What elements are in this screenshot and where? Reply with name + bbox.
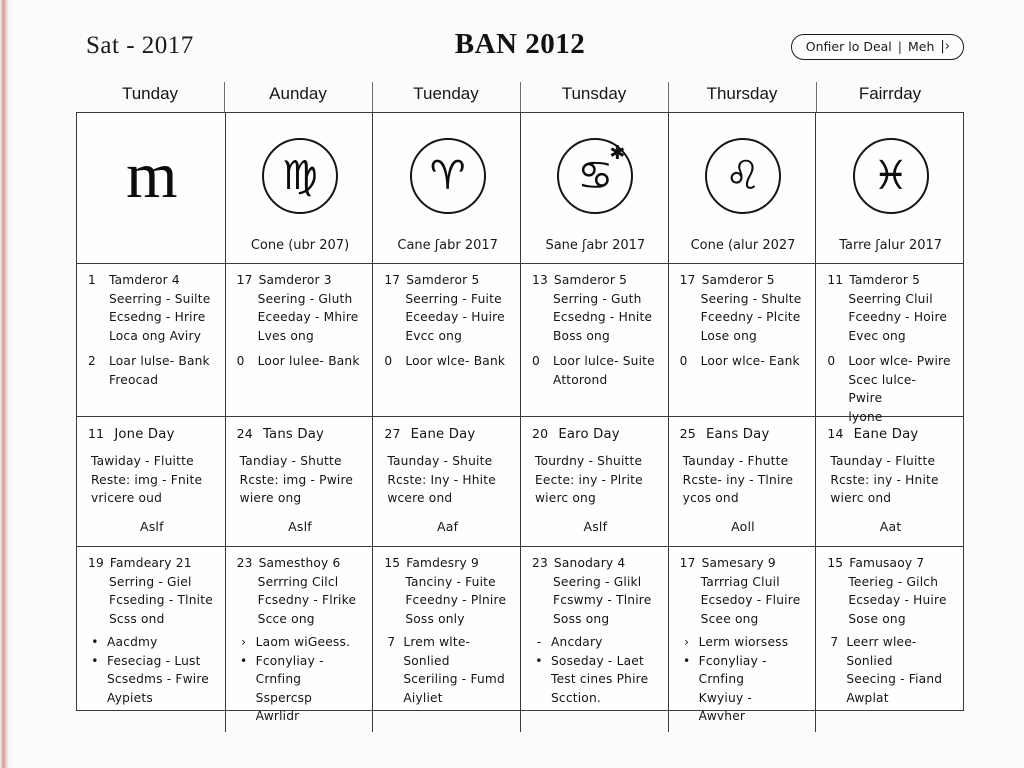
day-body (683, 452, 807, 508)
entry-title: Famdesry 9 (406, 556, 479, 570)
bullet-item (88, 633, 216, 652)
entry-line: Scss ond (109, 611, 165, 626)
entry-line: Ecsedoy - Fluire (700, 593, 801, 608)
entry-number: 11 (827, 273, 844, 287)
calendar-cell[interactable] (372, 417, 520, 546)
day-line: Taunday - Shuite (387, 454, 493, 469)
entry-line: Tanciny - Fuite (405, 574, 496, 589)
bullet-continuation: Awvher (698, 709, 746, 724)
cell-note-block (827, 424, 954, 536)
bullet-item (384, 633, 511, 707)
entry-line: Boss ong (553, 328, 610, 343)
entries-row (77, 263, 963, 424)
zodiac-circle-icon (705, 138, 781, 214)
note-entry (237, 352, 364, 371)
entry-title: Loor lulce- Suite (553, 354, 655, 369)
bullet-continuation: Sspercsp (255, 690, 313, 705)
entry-title: Famusaoy 7 (849, 556, 925, 570)
note-entry (827, 352, 954, 426)
day-title: Eane Day (410, 427, 476, 442)
entry-number: 0 (236, 354, 245, 369)
bullet-item (827, 633, 954, 707)
bullet-text: Ancdary (551, 635, 603, 650)
order-to-deal-button[interactable] (791, 34, 964, 60)
zodiac-glyph-box (557, 124, 633, 228)
entry-number: 23 (532, 556, 548, 570)
entry-title: Tamderor 5 (849, 273, 921, 287)
calendar-cell[interactable] (520, 547, 668, 732)
entry-number: 17 (236, 273, 253, 287)
day-header-5: Fairrday (816, 84, 964, 112)
zodiac-circle-icon (853, 138, 929, 214)
bullet-text: Aacdmy (107, 635, 158, 650)
entry-title: Samderor 5 (553, 273, 628, 287)
bullet-continuation: Seecing - Fiand (846, 672, 943, 687)
entry-number: 23 (236, 556, 253, 570)
cell-note-block (88, 424, 216, 536)
note-entry (532, 352, 659, 389)
bullet-marker-icon: • (682, 653, 691, 668)
calendar-cell[interactable] (77, 547, 225, 732)
entry-number: 17 (679, 273, 696, 287)
cell-note-block (384, 424, 511, 536)
day-body (387, 452, 511, 508)
entry-line: Fceedny - Plcite (700, 310, 801, 325)
bullet-text: Fconyliay - Crnfing (698, 653, 767, 687)
entry-line: Fceedny - Plnire (405, 593, 507, 608)
entry-line: Fcsedny - Flrike (257, 593, 357, 608)
symbol-caption: Tarre ʃalur 2017 (839, 238, 943, 253)
entry-number: 13 (532, 273, 548, 287)
entry-line: Serrring Cilcl (257, 574, 339, 589)
bullet-marker-icon: › (241, 635, 247, 650)
symbol-cell[interactable] (815, 113, 963, 263)
calendar-cell[interactable] (668, 417, 816, 546)
calendar-cell[interactable] (225, 547, 373, 732)
day-title: Jone Day (114, 427, 175, 442)
day-title: Earo Day (558, 427, 620, 442)
entry-line: Evcc ong (405, 328, 463, 343)
entry-number: 0 (384, 354, 393, 369)
day-number: 14 (827, 426, 844, 441)
day-number: 27 (384, 426, 401, 441)
entry-title: Loor wlce- Pwire (848, 354, 951, 369)
day-body (535, 452, 659, 508)
entry-line: Lves ong (257, 328, 314, 343)
day-footer: Aslf (139, 518, 164, 534)
day-header-2: Tuenday (372, 84, 520, 112)
bullet-continuation: Awrlidr (255, 709, 300, 724)
symbol-row (77, 113, 963, 263)
bullet-text: Feseciag - Lust (107, 653, 201, 668)
entry-line: Eceeday - Mhire (257, 310, 359, 325)
day-line: ycos ond (682, 491, 739, 506)
zodiac-glyph-box (705, 124, 781, 228)
note-entry (532, 271, 659, 345)
zodiac-circle-icon (410, 138, 486, 214)
entry-line: Ecsedng - Hrire (109, 310, 206, 325)
entry-line: Freocad (109, 372, 159, 387)
entry-title: Loor wlce- Bank (405, 354, 506, 369)
day-header-0: Tunday (121, 84, 179, 103)
entry-title: Loor wlce- Eank (700, 354, 800, 369)
entry-line: Serring - Guth (553, 291, 642, 306)
day-name-header-row (76, 84, 964, 112)
calendar-cell[interactable] (815, 264, 963, 432)
day-number: 11 (88, 426, 105, 441)
day-line: Tandiay - Shutte (239, 454, 342, 469)
entry-line: Eceeday - Huire (405, 310, 505, 325)
cell-note-block (88, 554, 216, 707)
page-header (76, 28, 964, 74)
entry-line: Seering - Shulte (700, 291, 802, 306)
bullet-continuation: Aiyliet (403, 690, 443, 705)
cell-note-block (384, 554, 511, 707)
day-line: Rcste: img - Pwire (239, 472, 354, 487)
calendar-cell[interactable] (815, 547, 963, 732)
zodiac-symbol-icon: ♓ (872, 153, 909, 199)
day-line: Rcste- iny - Tlnire (682, 472, 794, 487)
zodiac-symbol-icon: ♍ (282, 153, 318, 199)
note-entry (384, 271, 511, 345)
zodiac-glyph-box (262, 124, 338, 228)
day-title: Tans Day (262, 427, 324, 442)
page-title: BAN 2012 (454, 28, 586, 60)
bullet-text: Lerm wiorsess (698, 635, 789, 650)
day-line: vricere oud (91, 491, 163, 506)
day-line: Reste: img - Fnite (91, 472, 203, 487)
zodiac-symbol-icon: ♋ (577, 153, 614, 199)
cell-note-block (237, 424, 364, 536)
page-subtitle: Sat - 2017 (86, 32, 194, 59)
day-title: Eane Day (853, 427, 919, 442)
cell-note-block (680, 554, 807, 726)
entry-number: 1 (88, 273, 96, 287)
entry-line: Loca ong Aviry (109, 328, 202, 343)
bullet-marker-icon: • (91, 635, 99, 650)
bullet-item (237, 652, 364, 726)
zodiac-glyph-box (853, 124, 929, 228)
letter-m-icon: m (126, 139, 178, 212)
pill-separator: | (897, 39, 902, 54)
bullets-row (77, 546, 963, 724)
bullet-continuation: Test cines Phire (551, 672, 649, 687)
entry-number: 17 (679, 556, 696, 570)
entry-line: Serring - Giel (109, 574, 192, 589)
entry-number: 2 (88, 354, 96, 369)
day-line: wierc ong (535, 491, 596, 506)
symbol-cell[interactable] (668, 113, 816, 263)
cell-note-block (827, 554, 954, 707)
entry-line: Fceedny - Hoire (848, 310, 948, 325)
day-number: 24 (236, 426, 253, 441)
day-number: 25 (679, 426, 696, 441)
day-body (240, 452, 364, 508)
entry-line: Seering - Glikl (553, 574, 642, 589)
calendar-cell[interactable] (520, 264, 668, 432)
bullet-continuation: Scction. (551, 690, 601, 705)
cell-note-block (827, 271, 954, 426)
note-entry (827, 271, 954, 345)
bullet-continuation: Aypiets (107, 690, 153, 705)
entry-title: Samderor 3 (258, 273, 332, 287)
day-header-3: Tunsday (520, 84, 668, 112)
entry-line: Soss ong (553, 611, 610, 626)
day-title: Eans Day (705, 427, 770, 442)
zodiac-circle-icon (262, 138, 338, 214)
day-line: Taunday - Fhutte (682, 454, 789, 469)
zodiac-glyph-box (410, 124, 486, 228)
cell-note-block (237, 554, 364, 726)
symbol-caption: Cone (ubr 207) (250, 238, 350, 253)
entry-line: Scce ong (257, 611, 315, 626)
note-entry (680, 271, 807, 345)
entry-line: Seerring - Fuite (405, 291, 502, 306)
day-line: wcere ond (387, 491, 453, 506)
bullet-item (532, 633, 659, 652)
symbol-caption: Cone (alur 2027 (690, 238, 796, 253)
day-line: wiere ong (239, 491, 302, 506)
day-body (91, 452, 216, 508)
entry-title: Samderor 5 (701, 273, 775, 287)
day-footer: Aaf (437, 518, 459, 534)
entry-number: 15 (384, 556, 401, 570)
entry-line: Lose ong (700, 328, 757, 343)
cell-note-block (384, 271, 511, 371)
entry-title: Samderor 5 (406, 273, 480, 287)
day-footer: Aat (879, 518, 902, 534)
symbol-caption: Cane ʃabr 2017 (397, 238, 498, 253)
bullet-item (237, 633, 364, 652)
bullet-continuation: Sceriling - Fumd (403, 672, 505, 687)
asterisk-icon: ✱ (609, 142, 626, 164)
cell-note-block (532, 554, 659, 707)
calendar-cell[interactable] (77, 417, 225, 546)
bullet-continuation: Scsedms - Fwire (107, 672, 209, 687)
entry-line: Evec ong (848, 328, 906, 343)
symbol-cell[interactable] (520, 113, 668, 263)
entry-line: Tarrriag Cluil (700, 574, 780, 589)
calendar-cell[interactable] (520, 417, 668, 546)
entry-line: Teerieg - Gilch (848, 574, 939, 589)
entry-number: 0 (532, 354, 540, 369)
day-header-4: Thursday (668, 84, 816, 112)
cell-note-block (532, 271, 659, 389)
calendar-cell[interactable] (372, 264, 520, 432)
entry-line: Soss only (405, 611, 465, 626)
calendar-cell[interactable] (668, 547, 816, 732)
bullet-item (88, 652, 216, 708)
zodiac-circle-icon (557, 138, 633, 214)
day-line: Tawiday - Fluitte (91, 454, 194, 469)
entry-number: 15 (827, 556, 844, 570)
bullet-text: Leerr wlee- Sonlied (846, 635, 917, 668)
bullet-text: Fconyliay - Crnfing (255, 653, 324, 687)
day-line: Taunday - Fluitte (830, 454, 936, 469)
chevron-right-icon[interactable]: |› (940, 39, 950, 54)
note-entry (237, 271, 364, 345)
entry-title: Loar lulse- Bank (109, 354, 210, 369)
bullet-marker-icon: 7 (830, 635, 839, 650)
pill-primary-label: Onfier lo Deal (805, 39, 892, 54)
day-footer: Aoll (731, 518, 755, 534)
entry-number: 17 (384, 273, 401, 287)
day-number: 20 (532, 426, 549, 441)
day-header-1: Aunday (224, 84, 372, 112)
entry-line: Scec lulce- Pwire (848, 372, 917, 406)
entry-line: Sose ong (848, 611, 906, 626)
entry-line: Seerring Cluil (848, 291, 933, 306)
bullet-item (680, 633, 807, 652)
bullet-marker-icon: • (91, 653, 99, 668)
entry-line: Fcseding - Tlnite (109, 593, 213, 608)
entry-line: Ecsedng - Hnite (553, 310, 653, 325)
bullet-marker-icon: • (239, 653, 248, 668)
cell-note-block (88, 271, 216, 389)
entry-title: Famdeary 21 (109, 556, 192, 570)
entry-line: lyone (848, 409, 883, 424)
day-row (77, 416, 963, 546)
note-entry (88, 271, 216, 345)
bullet-continuation: Kwyiuy - (698, 690, 753, 705)
entry-title: Samesthoy 6 (258, 556, 341, 570)
bullet-text: Laom wiGeess. (255, 635, 351, 650)
calendar-cell[interactable] (225, 264, 373, 432)
pill-secondary-label: Meh (908, 39, 935, 54)
zodiac-glyph-box (126, 124, 177, 228)
bullet-item (680, 652, 807, 726)
bullet-marker-icon: - (536, 635, 542, 650)
bullet-item (532, 652, 659, 708)
day-footer: Aslf (288, 518, 312, 534)
cell-note-block (680, 271, 807, 371)
cell-note-block (532, 424, 659, 536)
note-entry (384, 352, 511, 371)
calendar-cell[interactable] (815, 417, 963, 546)
entry-title: Sanodary 4 (553, 556, 626, 570)
note-entry (680, 352, 807, 371)
calendar-grid (76, 112, 964, 724)
entry-title: Tamderor 4 (109, 273, 180, 287)
calendar-cell[interactable] (668, 264, 816, 432)
symbol-caption: Sane ʃabr 2017 (545, 238, 646, 253)
cell-note-block (237, 271, 364, 371)
entry-line: Fcswmy - Tlnire (553, 593, 652, 608)
day-line: Eecte: iny - Plrite (535, 472, 643, 487)
entry-number: 19 (88, 556, 104, 570)
entry-line: Seerring - Suilte (109, 291, 211, 306)
bullet-text: Lrem wlte- Sonlied (403, 635, 471, 668)
cell-note-block (680, 424, 807, 536)
calendar-cell[interactable] (372, 547, 520, 732)
entry-line: Seering - Gluth (257, 291, 353, 306)
calendar-cell[interactable] (225, 417, 373, 546)
day-footer: Aslf (583, 518, 608, 534)
entry-number: 0 (679, 354, 688, 369)
note-entry (88, 352, 216, 389)
symbol-cell[interactable] (225, 113, 373, 263)
zodiac-symbol-icon: ♈ (429, 153, 466, 199)
day-line: Rcste: iny - Hnite (830, 472, 939, 487)
entry-line: Attorond (553, 372, 608, 387)
entry-line: Ecseday - Huire (848, 593, 947, 608)
bullet-marker-icon: › (684, 635, 690, 650)
bullet-continuation: Awplat (846, 690, 889, 705)
bullet-marker-icon: 7 (387, 635, 396, 650)
zodiac-symbol-icon: ♌ (725, 153, 761, 199)
symbol-cell[interactable] (77, 113, 225, 263)
symbol-cell[interactable] (372, 113, 520, 263)
day-line: Tourdny - Shuitte (535, 454, 643, 469)
entry-title: Loor lulee- Bank (257, 354, 360, 369)
entry-line: Scee ong (700, 611, 759, 626)
day-body (830, 452, 954, 508)
calendar-cell[interactable] (77, 264, 225, 432)
day-line: Rcste: Iny - Hhite (387, 472, 496, 487)
bullet-text: Soseday - Laet (551, 653, 644, 668)
entry-title: Samesary 9 (701, 556, 776, 570)
bullet-marker-icon: • (535, 653, 543, 668)
day-line: wierc ond (830, 491, 892, 506)
entry-number: 0 (827, 354, 836, 369)
